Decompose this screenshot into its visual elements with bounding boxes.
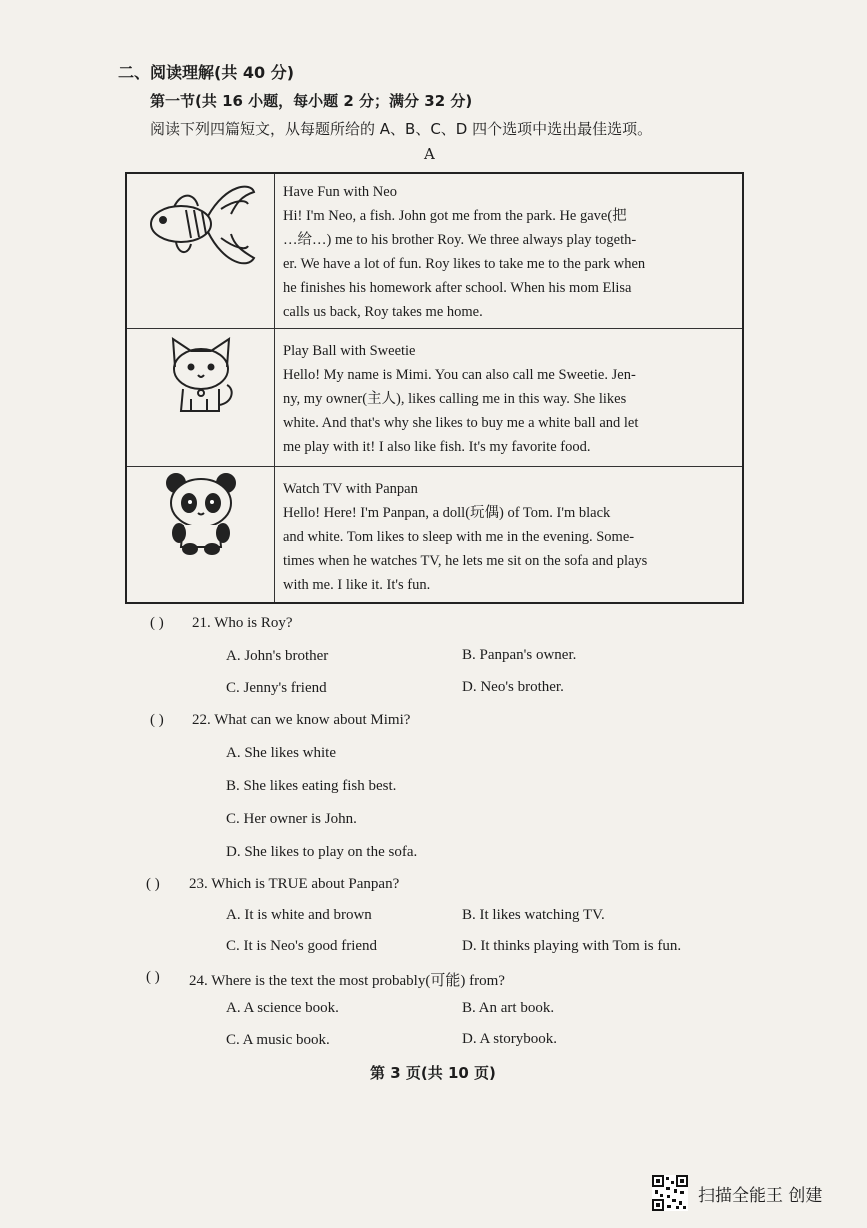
page-number: 第 3 页(共 10 页): [370, 1064, 496, 1082]
passage-image-cell: [126, 467, 275, 603]
subsection-heading: 第一节(共 16 小题，每小题 2 分；满分 32 分): [150, 92, 473, 110]
answer-blank[interactable]: ( ): [150, 615, 164, 631]
answer-blank[interactable]: ( ): [146, 969, 160, 985]
passage-line: calls us back, Roy takes me home.: [283, 304, 483, 320]
option-c: C. A music book.: [226, 1032, 330, 1048]
passage-line: and white. Tom likes to sleep with me in the evening. Some-: [283, 529, 635, 545]
option-d: D. She likes to play on the sofa.: [226, 844, 418, 860]
option-a: A. A science book.: [226, 1000, 339, 1016]
passage-line: with me. I like it. It's fun.: [283, 577, 431, 593]
option-a: A. She likes white: [226, 745, 336, 761]
passage-text-cell: [275, 467, 744, 603]
passage-image-cell: [126, 173, 275, 329]
passage-row-panpan: [126, 467, 743, 603]
option-c: C. It is Neo's good friend: [226, 938, 378, 954]
answer-blank[interactable]: ( ): [146, 876, 160, 892]
instructions: 阅读下列四篇短文，从每题所给的 A、B、C、D 四个选项中选出最佳选项。: [150, 120, 653, 138]
option-a: A. John's brother: [226, 648, 329, 664]
passage-title: Play Ball with Sweetie: [283, 343, 416, 359]
passage-line: Hi! I'm Neo, a fish. John got me from the park. He gave(把: [283, 208, 627, 224]
passage-text-cell: [275, 329, 744, 467]
answer-blank[interactable]: ( ): [150, 712, 164, 728]
question-stem: 24. Where is the text the most probably(可能) from?: [189, 973, 505, 989]
passage-line: Hello! My name is Mimi. You can also call me Sweetie. Jen-: [283, 367, 636, 383]
passage-line: …给…) me to his brother Roy. We three always play togeth-: [283, 232, 637, 248]
qr-code-icon: [652, 1175, 688, 1211]
passage-image-cell: [126, 329, 275, 467]
option-c: C. Her owner is John.: [226, 811, 357, 827]
cat-icon: [161, 329, 241, 419]
passage-title: Watch TV with Panpan: [283, 481, 418, 497]
option-d: D. It thinks playing with Tom is fun.: [462, 938, 682, 954]
passage-line: me play with it! I also like fish. It's my favorite food.: [283, 439, 591, 455]
passage-letter: A: [424, 145, 435, 163]
scanner-watermark: 扫描全能王 创建: [698, 1186, 823, 1206]
passage-title: Have Fun with Neo: [283, 184, 397, 200]
passage-table: [125, 172, 744, 604]
passage-text-cell: [275, 173, 744, 329]
passage-line: times when he watches TV, he lets me sit on the sofa and plays: [283, 553, 648, 569]
option-b: B. She likes eating fish best.: [226, 778, 397, 794]
passage-line: er. We have a lot of fun. Roy likes to take me to the park when: [283, 256, 646, 272]
section-heading: 二、阅读理解(共 40 分): [118, 63, 295, 82]
option-b: B. An art book.: [462, 1000, 555, 1016]
question-stem: 23. Which is TRUE about Panpan?: [189, 876, 400, 892]
question-stem: 22. What can we know about Mimi?: [192, 712, 411, 728]
question-stem: 21. Who is Roy?: [192, 615, 293, 631]
option-b: B. It likes watching TV.: [462, 907, 605, 923]
panda-icon: [156, 467, 246, 557]
option-d: D. Neo's brother.: [462, 679, 564, 695]
option-d: D. A storybook.: [462, 1031, 558, 1047]
passage-row-mimi: [126, 329, 743, 467]
option-a: A. It is white and brown: [226, 907, 372, 923]
option-c: C. Jenny's friend: [226, 680, 327, 696]
option-b: B. Panpan's owner.: [462, 647, 577, 663]
goldfish-icon: [136, 174, 266, 274]
passage-line: Hello! Here! I'm Panpan, a doll(玩偶) of Tom. I'm black: [283, 505, 611, 521]
passage-row-neo: [126, 173, 743, 329]
passage-line: ny, my owner(主人), likes calling me in this way. She likes: [283, 391, 627, 407]
passage-line: he finishes his homework after school. When his mom Elisa: [283, 280, 632, 296]
passage-line: white. And that's why she likes to buy me a white ball and let: [283, 415, 639, 431]
